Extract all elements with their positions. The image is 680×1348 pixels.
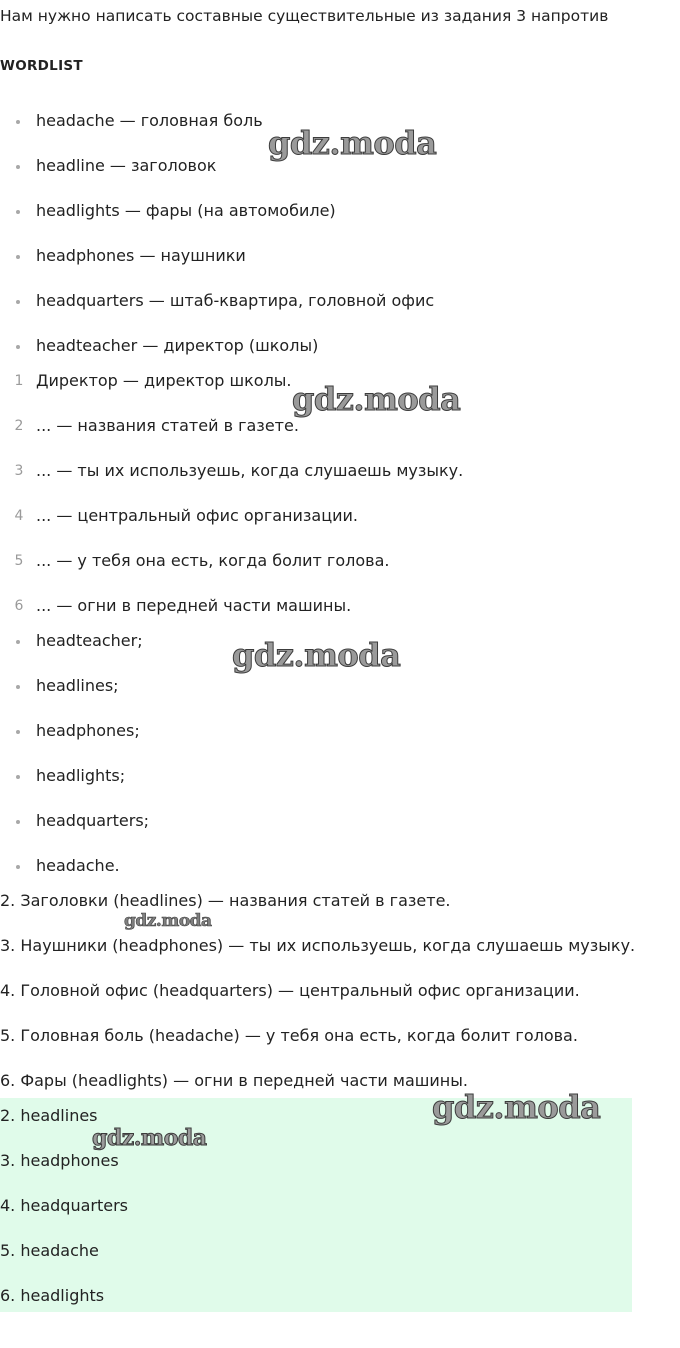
bullet-icon (16, 820, 20, 824)
watermark-logo: gdz.moda (432, 1088, 601, 1126)
watermark-logo: gdz.moda (92, 1125, 207, 1151)
bullet-icon (16, 255, 20, 259)
bullet-icon (16, 300, 20, 304)
bullet-icon (16, 640, 20, 644)
watermark-logo: gdz.moda (232, 636, 401, 674)
item-number: 3 (14, 463, 24, 479)
bullet-icon (16, 165, 20, 169)
watermark-logo: gdz.moda (124, 911, 212, 931)
bullet-icon (16, 775, 20, 779)
item-number: 5 (14, 553, 24, 569)
intro-text: Нам нужно написать составные существительные из задания 3 напротив (0, 7, 609, 25)
solution-page: Нам нужно написать составные существительные из задания 3 напротив WORDLIST headache — головная боль headline — заголовок headlights — фары (на автомобиле) headphones — наушники headquarters — штаб-квартира, головной офис headteacher — директор (школы) 1 Директор — директор школы. 2 ... — названия статей в газете. 3 ... — ты их используешь, когда слушаешь музыку. 4 ... — центральный офис организации. 5 ... — у тебя она есть, когда болит голова. 6 ... — огни в передней части машины. headteacher; headlines; headphones; headlights; headquarters; headache. 2. Заголовки (headlines) — названия статей в газете. 3. Наушники (headphones) — ты их используешь, когда слушаешь музыку. 4. Головной офис (headquarters) — центральный офис организации. 5. Головная боль (headache) — у тебя она есть, когда болит голова. 6. Фары (headlights) — огни в передней части машины. 2. headlines 3. headphones 4. headquarters 5. headache 6. headlights gdz.moda gdz.moda gdz.moda gdz.moda gdz.moda gdz.moda (0, 0, 680, 1348)
watermark-logo: gdz.moda (268, 124, 437, 162)
wordlist-heading: WORDLIST (0, 58, 83, 74)
bullet-icon (16, 865, 20, 869)
watermark-logo: gdz.moda (292, 380, 461, 418)
item-number: 6 (14, 598, 24, 614)
bullet-icon (16, 210, 20, 214)
item-number: 4 (14, 508, 24, 524)
item-number: 1 (14, 373, 24, 389)
bullet-icon (16, 685, 20, 689)
bullet-icon (16, 120, 20, 124)
bullet-icon (16, 345, 20, 349)
bullet-icon (16, 730, 20, 734)
item-number: 2 (14, 418, 24, 434)
